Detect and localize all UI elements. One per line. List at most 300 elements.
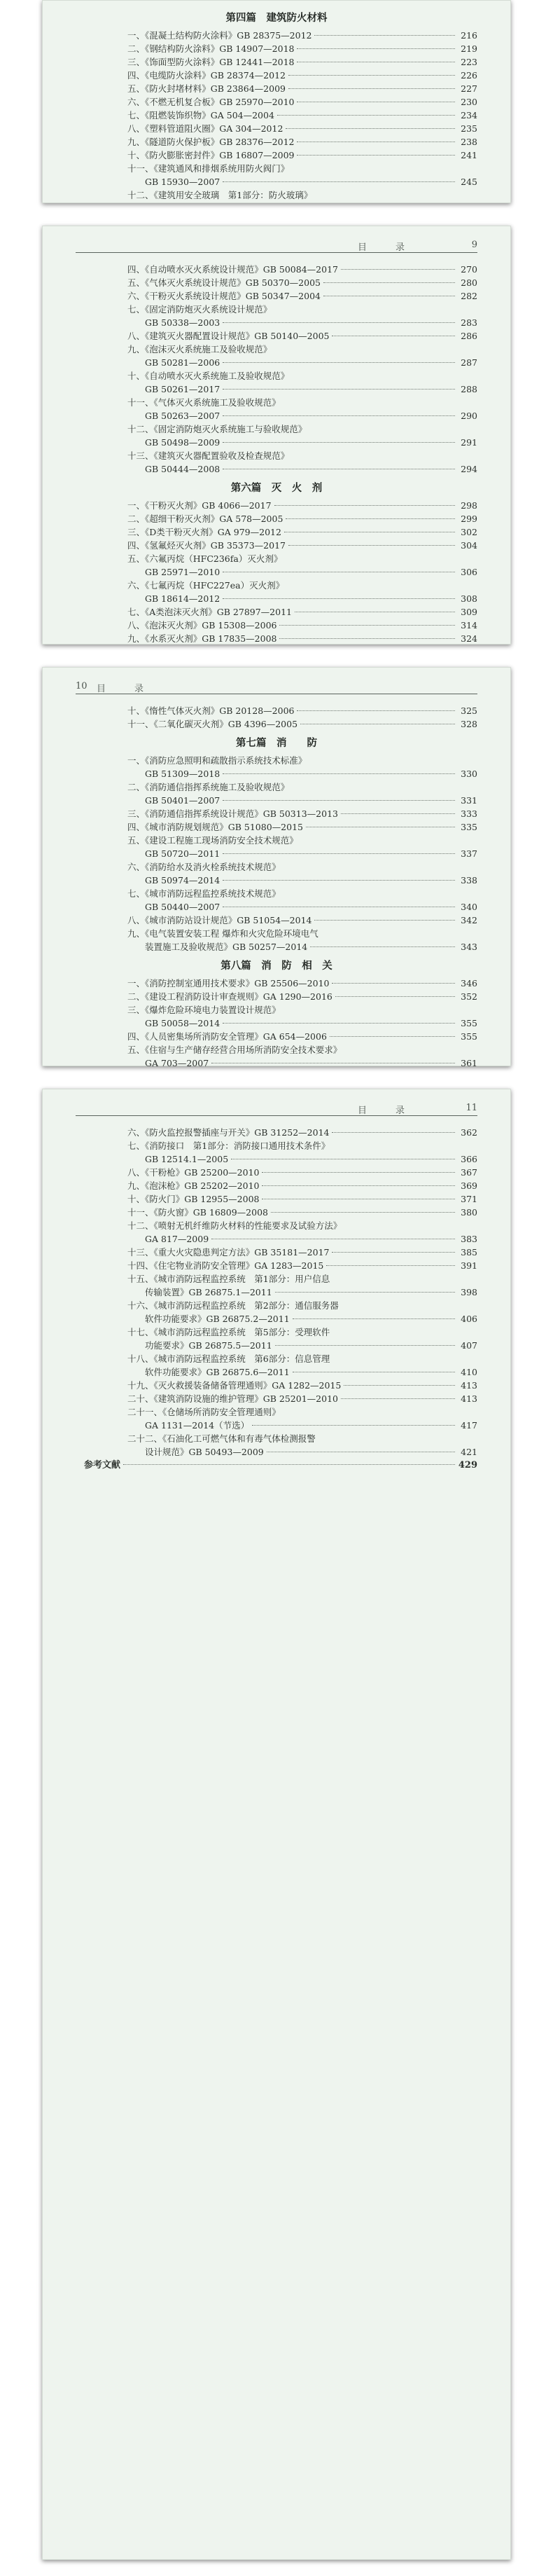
entry-page-number: 306 — [461, 567, 477, 577]
entry-page-number: 410 — [461, 1367, 477, 1377]
toc-entry[interactable] — [84, 1459, 477, 1472]
entry-title: 十七、《城市消防远程监控系统 第5部分：受理软件 — [127, 1327, 330, 1337]
toc-entry[interactable] — [127, 605, 477, 619]
entry-title: GA 703—2007 — [127, 1058, 209, 1066]
entry-title: GB 25971—2010 — [127, 567, 220, 577]
entry-page-number: 413 — [461, 1393, 477, 1404]
toc-entry[interactable] — [127, 1139, 477, 1152]
entry-title: 九、《水系灭火剂》GB 17835—2008 — [127, 633, 277, 644]
toc-entry[interactable] — [127, 1056, 477, 1066]
entry-title: 二、《钢结构防火涂料》GB 14907—2018 — [127, 43, 295, 54]
entry-page-number: 385 — [461, 1247, 477, 1258]
page-number: 9 — [471, 240, 477, 250]
toc-entry[interactable] — [127, 1030, 477, 1043]
entry-page-number: 362 — [461, 1127, 477, 1138]
dot-leader — [275, 1292, 455, 1293]
entry-title: GB 50261—2017 — [127, 384, 220, 394]
toc-entry[interactable] — [127, 820, 477, 834]
entry-page-number: 407 — [461, 1340, 477, 1351]
toc-entry[interactable] — [127, 1272, 477, 1286]
entry-title: GB 50444—2008 — [127, 464, 220, 474]
entry-page-number: 309 — [461, 607, 477, 617]
entry-title: 八、《塑料管道阻火圈》GA 304—2012 — [127, 123, 284, 134]
entry-page-number: 391 — [461, 1260, 477, 1271]
toc-entry[interactable] — [127, 1192, 477, 1206]
entry-title: 八、《建筑灭火器配置设计规范》GB 50140—2005 — [127, 331, 330, 341]
toc-entry[interactable] — [127, 990, 477, 1003]
dot-leader — [335, 996, 455, 997]
toc-entry[interactable] — [127, 1246, 477, 1259]
toc-entry[interactable] — [127, 632, 477, 645]
dot-leader — [223, 773, 455, 774]
toc-entry[interactable] — [127, 55, 477, 69]
entry-title: 一、《消防应急照明和疏散指示系统技术标准》 — [127, 755, 307, 766]
entry-title: 八、《干粉枪》GB 25200—2010 — [127, 1167, 260, 1178]
entry-page-number: 325 — [461, 705, 477, 716]
entry-title: 十九、《灭火救援装备储备管理通则》GA 1282—2015 — [127, 1380, 342, 1391]
toc-entry[interactable] — [127, 512, 477, 525]
entry-page-number: 342 — [461, 915, 477, 925]
toc-entry[interactable] — [127, 1286, 477, 1299]
toc-entry[interactable] — [127, 409, 477, 422]
toc-entry[interactable] — [127, 1312, 477, 1325]
entry-title: 装置施工及验收规范》GB 50257—2014 — [127, 942, 308, 952]
entry-title: 十八、《城市消防远程监控系统 第6部分：信息管理 — [127, 1354, 330, 1364]
page-number: 10 — [76, 681, 88, 691]
dot-leader — [330, 1036, 455, 1037]
toc-entry[interactable] — [127, 1325, 477, 1339]
dot-leader — [293, 1318, 455, 1319]
toc-entry[interactable] — [127, 1219, 477, 1232]
entry-page-number: 361 — [461, 1058, 477, 1066]
toc-entry[interactable] — [127, 1432, 477, 1445]
toc-entry[interactable] — [127, 369, 477, 383]
entry-title: 二十、《建筑消防设施的维护管理》GB 25201—2010 — [127, 1393, 338, 1404]
entry-title: GB 50974—2014 — [127, 875, 220, 886]
dot-leader — [286, 518, 455, 519]
toc-entry[interactable] — [127, 887, 477, 900]
toc-entry[interactable] — [127, 1352, 477, 1365]
dot-leader — [271, 1212, 455, 1213]
entry-page-number: 287 — [461, 357, 477, 368]
dot-leader — [223, 389, 455, 390]
entry-title: 十、《防火膨胀密封件》GB 16807—2009 — [127, 150, 295, 160]
entry-title: GB 50401—2007 — [127, 795, 220, 806]
entry-title: 设计规范》GB 50493—2009 — [127, 1447, 264, 1457]
running-header — [76, 1101, 477, 1116]
entry-title: 五、《六氟丙烷（HFC236fa）灭火剂》 — [127, 553, 283, 564]
entry-title: 十、《自动喷水灭火系统施工及验收规范》 — [127, 371, 290, 381]
toc-entry[interactable] — [127, 780, 477, 794]
entry-title: 一、《混凝土结构防火涂料》GB 28375—2012 — [127, 30, 312, 41]
entry-title: 五、《建设工程施工现场消防安全技术规范》 — [127, 835, 298, 846]
entry-title: 软件功能要求》GB 26875.6—2011 — [127, 1367, 290, 1377]
toc-entry[interactable] — [127, 276, 477, 289]
entry-title: 二、《建设工程消防设计审查规则》GA 1290—2016 — [127, 991, 332, 1002]
entry-page-number: 383 — [461, 1234, 477, 1244]
dot-leader — [310, 946, 455, 947]
toc-entry[interactable] — [127, 940, 477, 953]
toc-page — [42, 0, 511, 203]
toc-entry[interactable] — [127, 1379, 477, 1392]
toc-entry[interactable] — [127, 1392, 477, 1405]
entry-page-number: 355 — [461, 1018, 477, 1028]
dot-leader — [323, 282, 455, 283]
header-label: 目 录 — [357, 1106, 414, 1116]
toc-entry[interactable] — [127, 1339, 477, 1352]
entry-page-number: 270 — [461, 264, 477, 275]
toc-entry[interactable] — [127, 383, 477, 396]
toc-entry[interactable] — [127, 914, 477, 927]
entry-title: 六、《防火监控报警插座与开关》GB 31252—2014 — [127, 1127, 330, 1138]
entry-page-number: 338 — [461, 875, 477, 886]
toc-entry[interactable] — [127, 717, 477, 731]
page-number: 11 — [465, 1103, 477, 1113]
entry-page-number: 216 — [461, 30, 477, 41]
dot-leader — [262, 1185, 455, 1186]
entry-page-number: 398 — [461, 1287, 477, 1297]
entry-title: 八、《城市消防站设计规范》GB 51054—2014 — [127, 915, 312, 925]
entry-title: 三、《爆炸危险环境电力装置设计规范》 — [127, 1005, 281, 1015]
entry-page-number: 366 — [461, 1154, 477, 1164]
entry-title: 七、《消防接口 第1部分：消防接口通用技术条件》 — [127, 1141, 330, 1151]
entry-page-number: 280 — [461, 277, 477, 288]
toc-entry[interactable] — [127, 303, 477, 316]
entry-page-number: 283 — [461, 317, 477, 328]
entry-title: 七、《固定消防炮灭火系统设计规范》 — [127, 304, 272, 315]
entry-title: GB 50263—2007 — [127, 411, 220, 421]
header-label: 目 录 — [357, 242, 414, 253]
entry-page-number — [458, 202, 477, 203]
dot-leader — [277, 115, 455, 116]
dot-leader — [223, 181, 455, 182]
entry-page-number: 290 — [461, 411, 477, 421]
entry-title: 十五、《城市消防远程监控系统 第1部分：用户信息 — [127, 1274, 330, 1284]
entry-title: 二、《超细干粉灭火剂》GA 578—2005 — [127, 514, 284, 524]
entry-title: 十、《惰性气体灭火剂》GB 20128—2006 — [127, 705, 295, 716]
toc-entry[interactable] — [127, 316, 477, 329]
toc-entry[interactable] — [127, 860, 477, 874]
entry-page-number: 335 — [461, 822, 477, 832]
toc-entry[interactable] — [127, 263, 477, 276]
entry-title: 十、《防火门》GB 12955—2008 — [127, 1194, 260, 1204]
entry-title: 三、《消防通信指挥系统设计规范》GB 50313—2013 — [127, 808, 338, 819]
entry-title: 五、《气体灭火系统设计规范》GB 50370—2005 — [127, 277, 321, 288]
dot-leader — [223, 1023, 455, 1024]
toc-entry[interactable] — [127, 704, 477, 717]
toc-entry[interactable] — [127, 69, 477, 82]
dot-leader — [332, 1252, 455, 1253]
toc-entry[interactable] — [127, 343, 477, 356]
toc-entry[interactable] — [127, 1152, 477, 1166]
toc-entry[interactable] — [127, 1445, 477, 1459]
entry-title: GA 817—2009 — [127, 1234, 209, 1244]
entry-title: 十二、《喷射无机纤维防火材料的性能要求及试验方法》 — [127, 1220, 342, 1231]
entry-title: 一、《干粉灭火剂》GB 4066—2017 — [127, 500, 272, 511]
entry-page-number: 241 — [461, 150, 477, 160]
toc-entry[interactable] — [127, 1126, 477, 1139]
entry-title: 二十一、《仓储场所消防安全管理通则》 — [127, 1407, 281, 1417]
entry-page-number: 219 — [461, 43, 477, 54]
dot-leader — [288, 75, 455, 76]
entry-title: GB 18614—2012 — [127, 593, 220, 604]
toc-entry[interactable] — [127, 289, 477, 303]
entry-page-number: 234 — [461, 110, 477, 120]
toc-entry-line: 十一、《建筑通风和排烟系统用防火阀门》 — [127, 163, 290, 174]
toc-entry[interactable] — [127, 754, 477, 767]
entry-page-number: 340 — [461, 902, 477, 912]
entry-title: 五、《防火封堵材料》GB 23864—2009 — [127, 83, 286, 94]
toc-entry[interactable] — [127, 1206, 477, 1219]
entry-page-number: 429 — [458, 1460, 477, 1470]
entry-title: 六、《不燃无机复合板》GB 25970—2010 — [127, 97, 295, 107]
dot-leader — [279, 625, 455, 626]
toc-entry[interactable] — [127, 834, 477, 847]
dot-leader — [341, 813, 455, 814]
toc-entry[interactable] — [127, 29, 477, 42]
entry-title: GB 50281—2006 — [127, 357, 220, 368]
entry-page-number: 235 — [461, 123, 477, 134]
dot-leader — [314, 920, 455, 921]
toc-entry[interactable] — [127, 1365, 477, 1379]
entry-title: 软件功能要求》GB 26875.2—2011 — [127, 1314, 290, 1324]
entry-title: 十一、《二氧化碳灭火剂》GB 4396—2005 — [127, 719, 298, 729]
dot-leader — [274, 505, 455, 506]
entry-page-number: 223 — [461, 57, 477, 67]
toc-entry[interactable] — [127, 1419, 477, 1432]
entry-page-number: 333 — [461, 808, 477, 819]
entry-title: 十二、《固定消防炮灭火系统施工与验收规范》 — [127, 424, 307, 434]
entry-page-number: 417 — [461, 1420, 477, 1431]
toc-entry[interactable] — [127, 794, 477, 807]
toc-entry[interactable] — [127, 356, 477, 369]
entry-page-number: 286 — [461, 331, 477, 341]
toc-entry[interactable] — [127, 135, 477, 149]
entry-title: 六、《七氟丙烷（HFC227ea）灭火剂》 — [127, 580, 285, 591]
entry-page-number: 330 — [461, 769, 477, 779]
entry-title: GB 50440—2007 — [127, 902, 220, 912]
dot-leader — [288, 545, 455, 546]
toc-entry[interactable] — [127, 449, 477, 462]
entry-title: 参考文献 — [84, 1460, 121, 1470]
entry-page-number: 314 — [461, 620, 477, 631]
section-heading: 第六篇 灭 火 剂 — [230, 482, 323, 494]
toc-entry[interactable] — [127, 1405, 477, 1419]
toc-entry[interactable] — [127, 592, 477, 605]
toc-entry[interactable] — [127, 499, 477, 512]
toc-entry[interactable] — [127, 95, 477, 109]
entry-page-number: 226 — [461, 70, 477, 81]
entry-page-number: 331 — [461, 795, 477, 806]
entry-title: 四、《城市消防规划规范》GB 51080—2015 — [127, 822, 303, 832]
toc-entry[interactable] — [127, 175, 477, 188]
toc-entry[interactable] — [127, 202, 477, 203]
toc-entry[interactable] — [127, 807, 477, 820]
toc-entry[interactable] — [127, 396, 477, 409]
entry-title: 九、《泡沫灭火系统施工及验收规范》 — [127, 344, 272, 354]
entry-page-number: 298 — [461, 500, 477, 511]
dot-leader — [223, 800, 455, 801]
entry-page-number: 337 — [461, 848, 477, 859]
entry-page-number: 328 — [461, 719, 477, 729]
entry-page-number: 245 — [461, 177, 477, 187]
entry-title: GB 50058—2014 — [127, 1018, 220, 1028]
dot-leader — [344, 1385, 455, 1386]
entry-page-number: 291 — [461, 437, 477, 448]
entry-title: 九、《泡沫枪》GB 25202—2010 — [127, 1180, 260, 1191]
toc-entry[interactable] — [127, 619, 477, 632]
entry-page-number: 367 — [461, 1167, 477, 1178]
entry-title: 三、《D类干粉灭火剂》GA 979—2012 — [127, 527, 281, 537]
dot-leader — [223, 880, 455, 881]
entry-title: GA 1131—2014（节选） — [127, 1420, 250, 1431]
entry-page-number: 294 — [461, 464, 477, 474]
entry-title: 二十二、《石油化工可燃气体和有毒气体检测报警 — [127, 1433, 316, 1444]
toc-entry[interactable] — [127, 1179, 477, 1192]
toc-entry[interactable] — [127, 1166, 477, 1179]
entry-title: 一、《消防控制室通用技术要求》GB 25506—2010 — [127, 978, 330, 989]
entry-title: GB 50720—2011 — [127, 848, 220, 859]
entry-title: 十四、《住宅物业消防安全管理》GA 1283—2015 — [127, 1260, 324, 1271]
toc-entry[interactable] — [127, 462, 477, 476]
entry-page-number: 282 — [461, 291, 477, 301]
entry-title: 功能要求》GB 26875.5—2011 — [127, 1340, 272, 1351]
toc-entry[interactable] — [127, 188, 477, 202]
dot-leader — [223, 362, 455, 363]
toc-entry[interactable] — [127, 579, 477, 592]
entry-title: 十二、《建筑用安全玻璃 第1部分：防火玻璃》 — [127, 190, 313, 200]
entry-title: 四、《人员密集场所消防安全管理》GA 654—2006 — [127, 1031, 327, 1042]
dot-leader — [314, 35, 455, 36]
toc-entry[interactable] — [127, 109, 477, 122]
entry-page-number: 299 — [461, 514, 477, 524]
entry-page-number: 324 — [461, 633, 477, 644]
entry-title: 四、《自动喷水灭火系统设计规范》GB 50084—2017 — [127, 264, 338, 275]
toc-entry[interactable] — [127, 539, 477, 552]
toc-entry[interactable] — [127, 329, 477, 343]
toc-entry[interactable] — [127, 767, 477, 780]
toc-entry[interactable] — [127, 927, 477, 940]
dot-leader — [332, 1132, 455, 1133]
dot-leader — [275, 1345, 455, 1346]
entry-page-number: 355 — [461, 1031, 477, 1042]
toc-page — [42, 667, 511, 1066]
entry-title: 二、《消防通信指挥系统施工及验收规范》 — [127, 782, 290, 792]
dot-leader — [297, 710, 455, 711]
entry-title: 七、《A类泡沫灭火剂》GB 27897—2011 — [127, 607, 292, 617]
entry-title: 六、《干粉灭火系统设计规范》GB 50347—2004 — [127, 291, 321, 301]
entry-title: 传输装置》GB 26875.1—2011 — [127, 1287, 272, 1297]
toc-entry[interactable] — [127, 1017, 477, 1030]
entry-title — [127, 202, 228, 203]
dot-leader — [223, 415, 455, 416]
dot-leader — [262, 1172, 455, 1173]
toc-entry[interactable] — [127, 874, 477, 887]
entry-page-number: 369 — [461, 1180, 477, 1191]
entry-page-number: 406 — [461, 1314, 477, 1324]
entry-title: GB 50498—2009 — [127, 437, 220, 448]
entry-title: GB 15930—2007 — [127, 177, 220, 187]
entry-title: 九、《隧道防火保护板》GB 28376—2012 — [127, 137, 295, 147]
dot-leader — [223, 322, 455, 323]
entry-page-number: 238 — [461, 137, 477, 147]
dot-leader — [286, 128, 455, 129]
running-header — [76, 238, 477, 253]
running-header — [76, 680, 477, 694]
entry-title: 十六、《城市消防远程监控系统 第2部分：通信服务器 — [127, 1300, 339, 1311]
entry-page-number: 302 — [461, 527, 477, 537]
toc-entry[interactable] — [127, 900, 477, 914]
toc-entry[interactable] — [127, 552, 477, 565]
entry-page-number: 230 — [461, 97, 477, 107]
entry-page-number: 421 — [461, 1447, 477, 1457]
entry-title: 十三、《重大火灾隐患判定方法》GB 35181—2017 — [127, 1247, 330, 1258]
entry-title: GB 51309—2018 — [127, 769, 220, 779]
entry-title: 十一、《防火窗》GB 16809—2008 — [127, 1207, 268, 1218]
entry-title: 三、《饰面型防火涂料》GB 12441—2018 — [127, 57, 295, 67]
toc-entry[interactable] — [127, 42, 477, 55]
toc-entry[interactable] — [127, 82, 477, 95]
entry-page-number: 371 — [461, 1194, 477, 1204]
dot-leader — [288, 88, 455, 89]
dot-leader — [252, 1425, 455, 1426]
dot-leader — [297, 48, 455, 49]
dot-leader — [123, 1464, 455, 1465]
dot-leader — [223, 442, 455, 443]
toc-entry[interactable] — [127, 977, 477, 990]
entry-page-number: 288 — [461, 384, 477, 394]
entry-title: 九、《电气装置安装工程 爆炸和火灾危险环境电气 — [127, 928, 318, 939]
entry-page-number: 343 — [461, 942, 477, 952]
toc-entry[interactable] — [127, 1232, 477, 1246]
entry-title: 六、《消防给水及消火栓系统技术规范》 — [127, 862, 281, 872]
entry-page-number: 346 — [461, 978, 477, 989]
entry-title: 八、《泡沫灭火剂》GB 15308—2006 — [127, 620, 277, 631]
dot-leader — [297, 155, 455, 156]
toc-entry[interactable] — [127, 422, 477, 436]
toc-entry[interactable] — [127, 847, 477, 860]
dot-leader — [223, 853, 455, 854]
entry-page-number: 308 — [461, 593, 477, 604]
section-heading: 第七篇 消 防 — [236, 737, 317, 749]
toc-entry[interactable] — [127, 436, 477, 449]
toc-entry[interactable] — [127, 1003, 477, 1017]
entry-page-number: 304 — [461, 540, 477, 551]
toc-entry[interactable] — [127, 565, 477, 579]
dot-leader — [341, 1398, 455, 1399]
toc-entry[interactable] — [127, 122, 477, 135]
toc-entry[interactable] — [127, 1043, 477, 1056]
dot-leader — [341, 269, 455, 270]
entry-title: GB 50338—2003 — [127, 317, 220, 328]
section-heading: 第八篇 消 防 相 关 — [220, 960, 332, 972]
section-heading: 第四篇 建筑防火材料 — [225, 12, 328, 24]
toc-entry[interactable] — [127, 525, 477, 539]
entry-title: 七、《城市消防远程监控系统技术规范》 — [127, 888, 281, 899]
dot-leader — [326, 1265, 455, 1266]
toc-entry[interactable] — [127, 1299, 477, 1312]
dot-leader — [332, 983, 455, 984]
toc-entry[interactable] — [127, 1259, 477, 1272]
entry-page-number: 380 — [461, 1207, 477, 1218]
dot-leader — [279, 638, 455, 639]
header-label: 目 录 — [97, 684, 154, 694]
entry-title: 五、《住宿与生产储存经营合用场所消防安全技术要求》 — [127, 1045, 342, 1055]
entry-page-number: 413 — [461, 1380, 477, 1391]
entry-title: 十一、《气体灭火系统施工及验收规范》 — [127, 397, 281, 408]
entry-title: GB 12514.1—2005 — [127, 1154, 229, 1164]
toc-entry[interactable] — [127, 149, 477, 162]
